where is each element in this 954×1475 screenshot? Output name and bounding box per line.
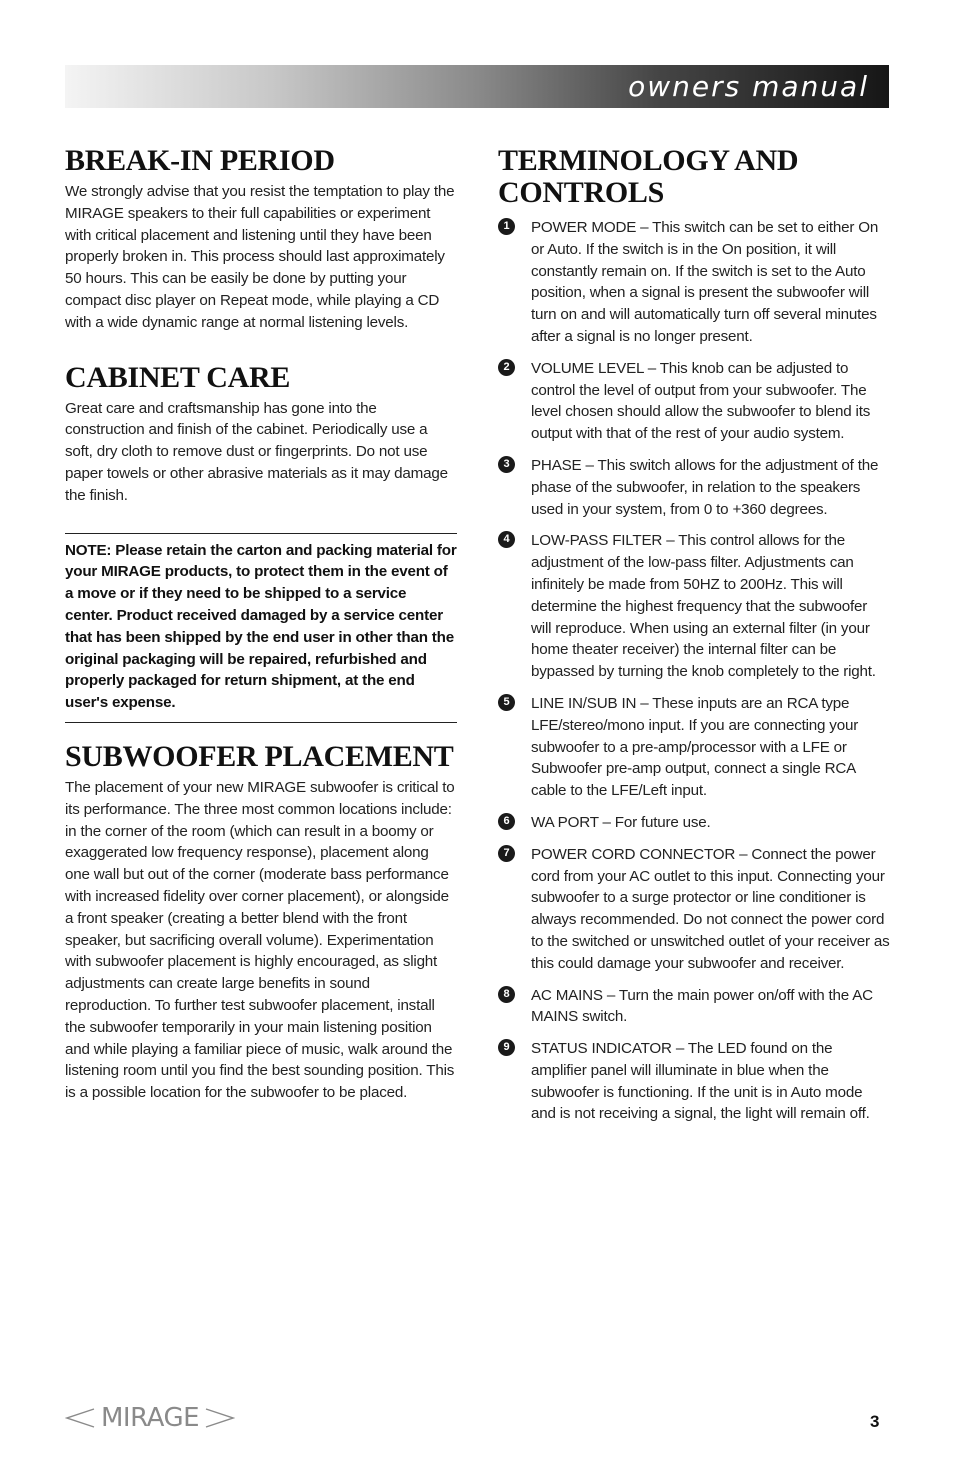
term-description: POWER CORD CONNECTOR – Connect the power cord from your AC outlet to this input. Connecting your subwoofer to a surge protector or line conditioner is always recommended. Do not connect the power cord to the switched or unswitched outlet of your receiver as this could damage your subwoofer and receiver. <box>531 845 890 972</box>
term-description: WA PORT – For future use. <box>531 813 711 831</box>
list-item <box>498 217 890 348</box>
note-text: NOTE: Please retain the carton and packing material for your MIRAGE products, to protect them in the event of a move or if they need to be shipped to a service center. Product received damaged by a service center that has been shipped by the end user in other than the original packaging will be repaired, refurbished and properly packaged for return shipment, at the end user's expense. <box>65 541 457 712</box>
left-column <box>65 145 457 1104</box>
mirage-logo <box>65 1403 235 1433</box>
term-description: PHASE – This switch allows for the adjustment of the phase of the subwoofer, in relation to the speakers used in your system, from 0 to +360 degrees. <box>531 456 879 518</box>
break-in-body: We strongly advise that you resist the temptation to play the MIRAGE speakers to their full capabilities or experiment with critical placement and listening until they have been properly broken in. This process should last approximately 50 hours. This can be easily be done by putting your compact disc player on Repeat mode, while playing a CD with a wide dynamic range at normal listening levels. <box>65 183 455 331</box>
term-description: LOW-PASS FILTER – This control allows for the adjustment of the low-pass filter. Adjustments can infinitely be made from 50HZ to 200Hz. This will determine the highest frequency that the subwoofer will reproduce. When using an external filter (in your home theater receiver) the internal filter can be bypassed by turning the knob completely to the right. <box>531 532 876 681</box>
number-badge-icon: 1 <box>498 218 515 235</box>
header-title: owners manual <box>628 70 869 103</box>
list-item <box>498 844 890 975</box>
number-badge-icon: 3 <box>498 456 515 473</box>
number-badge-icon: 9 <box>498 1039 515 1056</box>
term-description: VOLUME LEVEL – This knob can be adjusted to control the level of output from your subwoofer. The level chosen should allow the subwoofer to blend its output with that of the rest of your audio system. <box>531 359 871 443</box>
list-item <box>498 1038 890 1125</box>
page-number: 3 <box>870 1412 880 1431</box>
header-bar <box>65 65 889 108</box>
term-description: STATUS INDICATOR – The LED found on the amplifier panel will illuminate in blue when the subwoofer is functioning. If the unit is in Auto mode and is not receiving a signal, the light will remain off. <box>531 1040 870 1123</box>
list-item <box>498 358 890 445</box>
number-badge-icon: 8 <box>498 986 515 1003</box>
placement-body: The placement of your new MIRAGE subwoofer is critical to its performance. The three most common locations include: in the corner of the room (which can result in a boomy or exaggerated low frequency response), placement along one wall but out of the corner (moderate bass performance with increased fidelity over corner placement), or alongside a front speaker (creating a better blend with the front speaker, but sacrificing overall volume). Experimentation with subwoofer placement is highly encouraged, as slight adjustments can create large benefits in sound reproduction. To further test subwoofer placement, install the subwoofer temporarily in your main listening position and while playing a familiar piece of music, walk around the listening room until you find the best sounding position. This is a possible location for the subwoofer to be placed. <box>65 778 455 1102</box>
term-description: AC MAINS – Turn the main power on/off with the AC MAINS switch. <box>531 986 873 1026</box>
cabinet-care-heading: CABINET CARE <box>65 360 291 394</box>
right-column <box>498 145 890 1135</box>
number-badge-icon: 7 <box>498 845 515 862</box>
logo-text: MIRAGE <box>101 1403 200 1433</box>
note-box <box>65 533 457 723</box>
number-badge-icon: 5 <box>498 694 515 711</box>
placement-heading: SUBWOOFER PLACEMENT <box>65 739 454 773</box>
list-item <box>498 693 890 802</box>
number-badge-icon: 6 <box>498 813 515 830</box>
list-item <box>498 530 890 683</box>
number-badge-icon: 2 <box>498 359 515 376</box>
term-description: POWER MODE – This switch can be set to either On or Auto. If the switch is in the On position, it will constantly remain on. If the switch is set to the Auto position, when a signal is present the subwoofer will turn on and will automatically turn off several minutes after a signal is no longer present. <box>531 219 879 345</box>
list-item <box>498 812 890 834</box>
list-item <box>498 985 890 1029</box>
logo-left-chevron-icon <box>65 1407 95 1429</box>
term-description: LINE IN/SUB IN – These inputs are an RCA type LFE/stereo/mono input. If you are connecting your subwoofer to a pre-amp/processor with a LFE or Subwoofer pre-amp output, connect a single RCA cable to the LFE/Left input. <box>531 694 859 800</box>
logo-right-chevron-icon <box>205 1407 235 1429</box>
terminology-heading: TERMINOLOGY AND CONTROLS <box>498 144 799 209</box>
number-badge-icon: 4 <box>498 531 515 548</box>
terminology-list <box>498 217 890 1125</box>
cabinet-care-body: Great care and craftsmanship has gone into the construction and finish of the cabinet. Periodically use a soft, dry cloth to remove dust or fingerprints. Do not use paper towels or other abrasive materials as it may damage the finish. <box>65 399 448 504</box>
list-item <box>498 455 890 520</box>
break-in-heading: BREAK-IN PERIOD <box>65 144 335 177</box>
